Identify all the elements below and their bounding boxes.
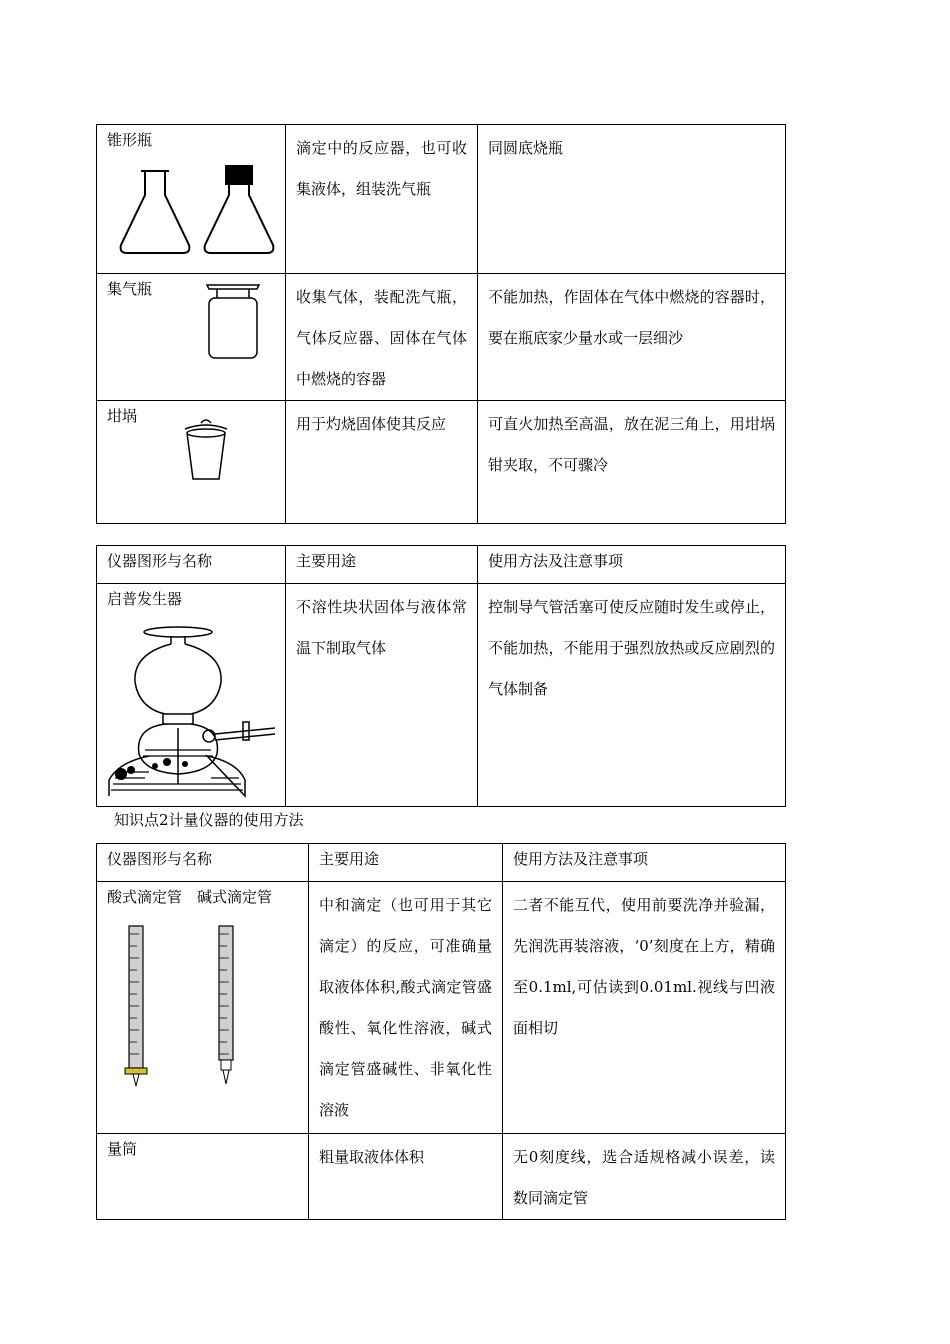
section-heading: 知识点2计量仪器的使用方法 xyxy=(114,811,304,829)
table-row xyxy=(97,401,786,524)
apparatus-cell xyxy=(97,401,286,524)
column-header: 主要用途 xyxy=(309,844,503,882)
notes-cell xyxy=(478,125,786,274)
usage-notes-text: 无0刻度线，选合适规格减小误差，读数同滴定管 xyxy=(513,1148,775,1207)
column-header: 主要用途 xyxy=(286,546,478,584)
apparatus-table-1 xyxy=(96,124,786,524)
apparatus-cell xyxy=(97,125,286,274)
main-use-text: 滴定中的反应器，也可收集液体，组装洗气瓶 xyxy=(296,139,467,198)
notes-cell xyxy=(503,882,786,1134)
crucible-icon xyxy=(181,415,231,485)
usage-notes-text: 可直火加热至高温，放在泥三角上，用坩埚钳夹取，不可骤冷 xyxy=(488,415,775,474)
apparatus-name: 量筒 xyxy=(107,1140,138,1158)
notes-cell xyxy=(503,1134,786,1220)
apparatus-name: 启普发生器 xyxy=(107,590,183,608)
use-cell xyxy=(286,584,478,807)
notes-cell xyxy=(478,274,786,401)
table-row xyxy=(97,882,786,1134)
main-use-text: 不溶性块状固体与液体常温下制取气体 xyxy=(296,598,467,657)
apparatus-name: 坩埚 xyxy=(107,407,138,425)
apparatus-cell xyxy=(97,882,309,1134)
notes-cell xyxy=(478,584,786,807)
conical-flask-icon xyxy=(115,161,285,261)
table-row xyxy=(97,584,786,807)
usage-notes-text: 二者不能互代，使用前要洗净并验漏，先润洗再装溶液，‘0’刻度在上方，精确至0.1ml,可估读到0.01ml.视线与凹液面相切 xyxy=(513,896,775,1037)
apparatus-cell xyxy=(97,1134,309,1220)
main-use-text: 收集气体，装配洗气瓶，气体反应器、固体在气体中燃烧的容器 xyxy=(296,288,467,388)
use-cell xyxy=(286,125,478,274)
apparatus-name: 酸式滴定管 碱式滴定管 xyxy=(107,888,273,906)
apparatus-table-2 xyxy=(96,545,786,807)
apparatus-name: 集气瓶 xyxy=(107,280,153,298)
gas-jar-icon xyxy=(203,280,263,364)
kipp-generator-icon xyxy=(105,624,285,800)
table-header-row xyxy=(97,844,786,882)
main-use-text: 中和滴定（也可用于其它滴定）的反应，可准确量取液体体积,酸式滴定管盛酸性、氧化性溶液，碱式滴定管盛碱性、非氧化性溶液 xyxy=(319,896,492,1119)
main-use-text: 粗量取液体体积 xyxy=(319,1148,425,1166)
table-row xyxy=(97,274,786,401)
use-cell xyxy=(286,274,478,401)
column-header: 使用方法及注意事项 xyxy=(503,844,786,882)
usage-notes-text: 同圆底烧瓶 xyxy=(488,139,564,157)
usage-notes-text: 不能加热，作固体在气体中燃烧的容器时，要在瓶底家少量水或一层细沙 xyxy=(488,288,775,347)
use-cell xyxy=(309,1134,503,1220)
column-header: 仪器图形与名称 xyxy=(97,844,309,882)
apparatus-cell xyxy=(97,274,286,401)
apparatus-name: 锥形瓶 xyxy=(107,131,153,149)
usage-notes-text: 控制导气管活塞可使反应随时发生或停止，不能加热，不能用于强烈放热或反应剧烈的气体制备 xyxy=(488,598,775,698)
column-header: 仪器图形与名称 xyxy=(97,546,286,584)
burette-icon xyxy=(117,922,247,1092)
table-row xyxy=(97,1134,786,1220)
apparatus-cell xyxy=(97,584,286,807)
use-cell xyxy=(309,882,503,1134)
notes-cell xyxy=(478,401,786,524)
main-use-text: 用于灼烧固体使其反应 xyxy=(296,415,447,433)
use-cell xyxy=(286,401,478,524)
table-row xyxy=(97,125,786,274)
table-header-row xyxy=(97,546,786,584)
measuring-instrument-table xyxy=(96,843,786,1220)
column-header: 使用方法及注意事项 xyxy=(478,546,786,584)
